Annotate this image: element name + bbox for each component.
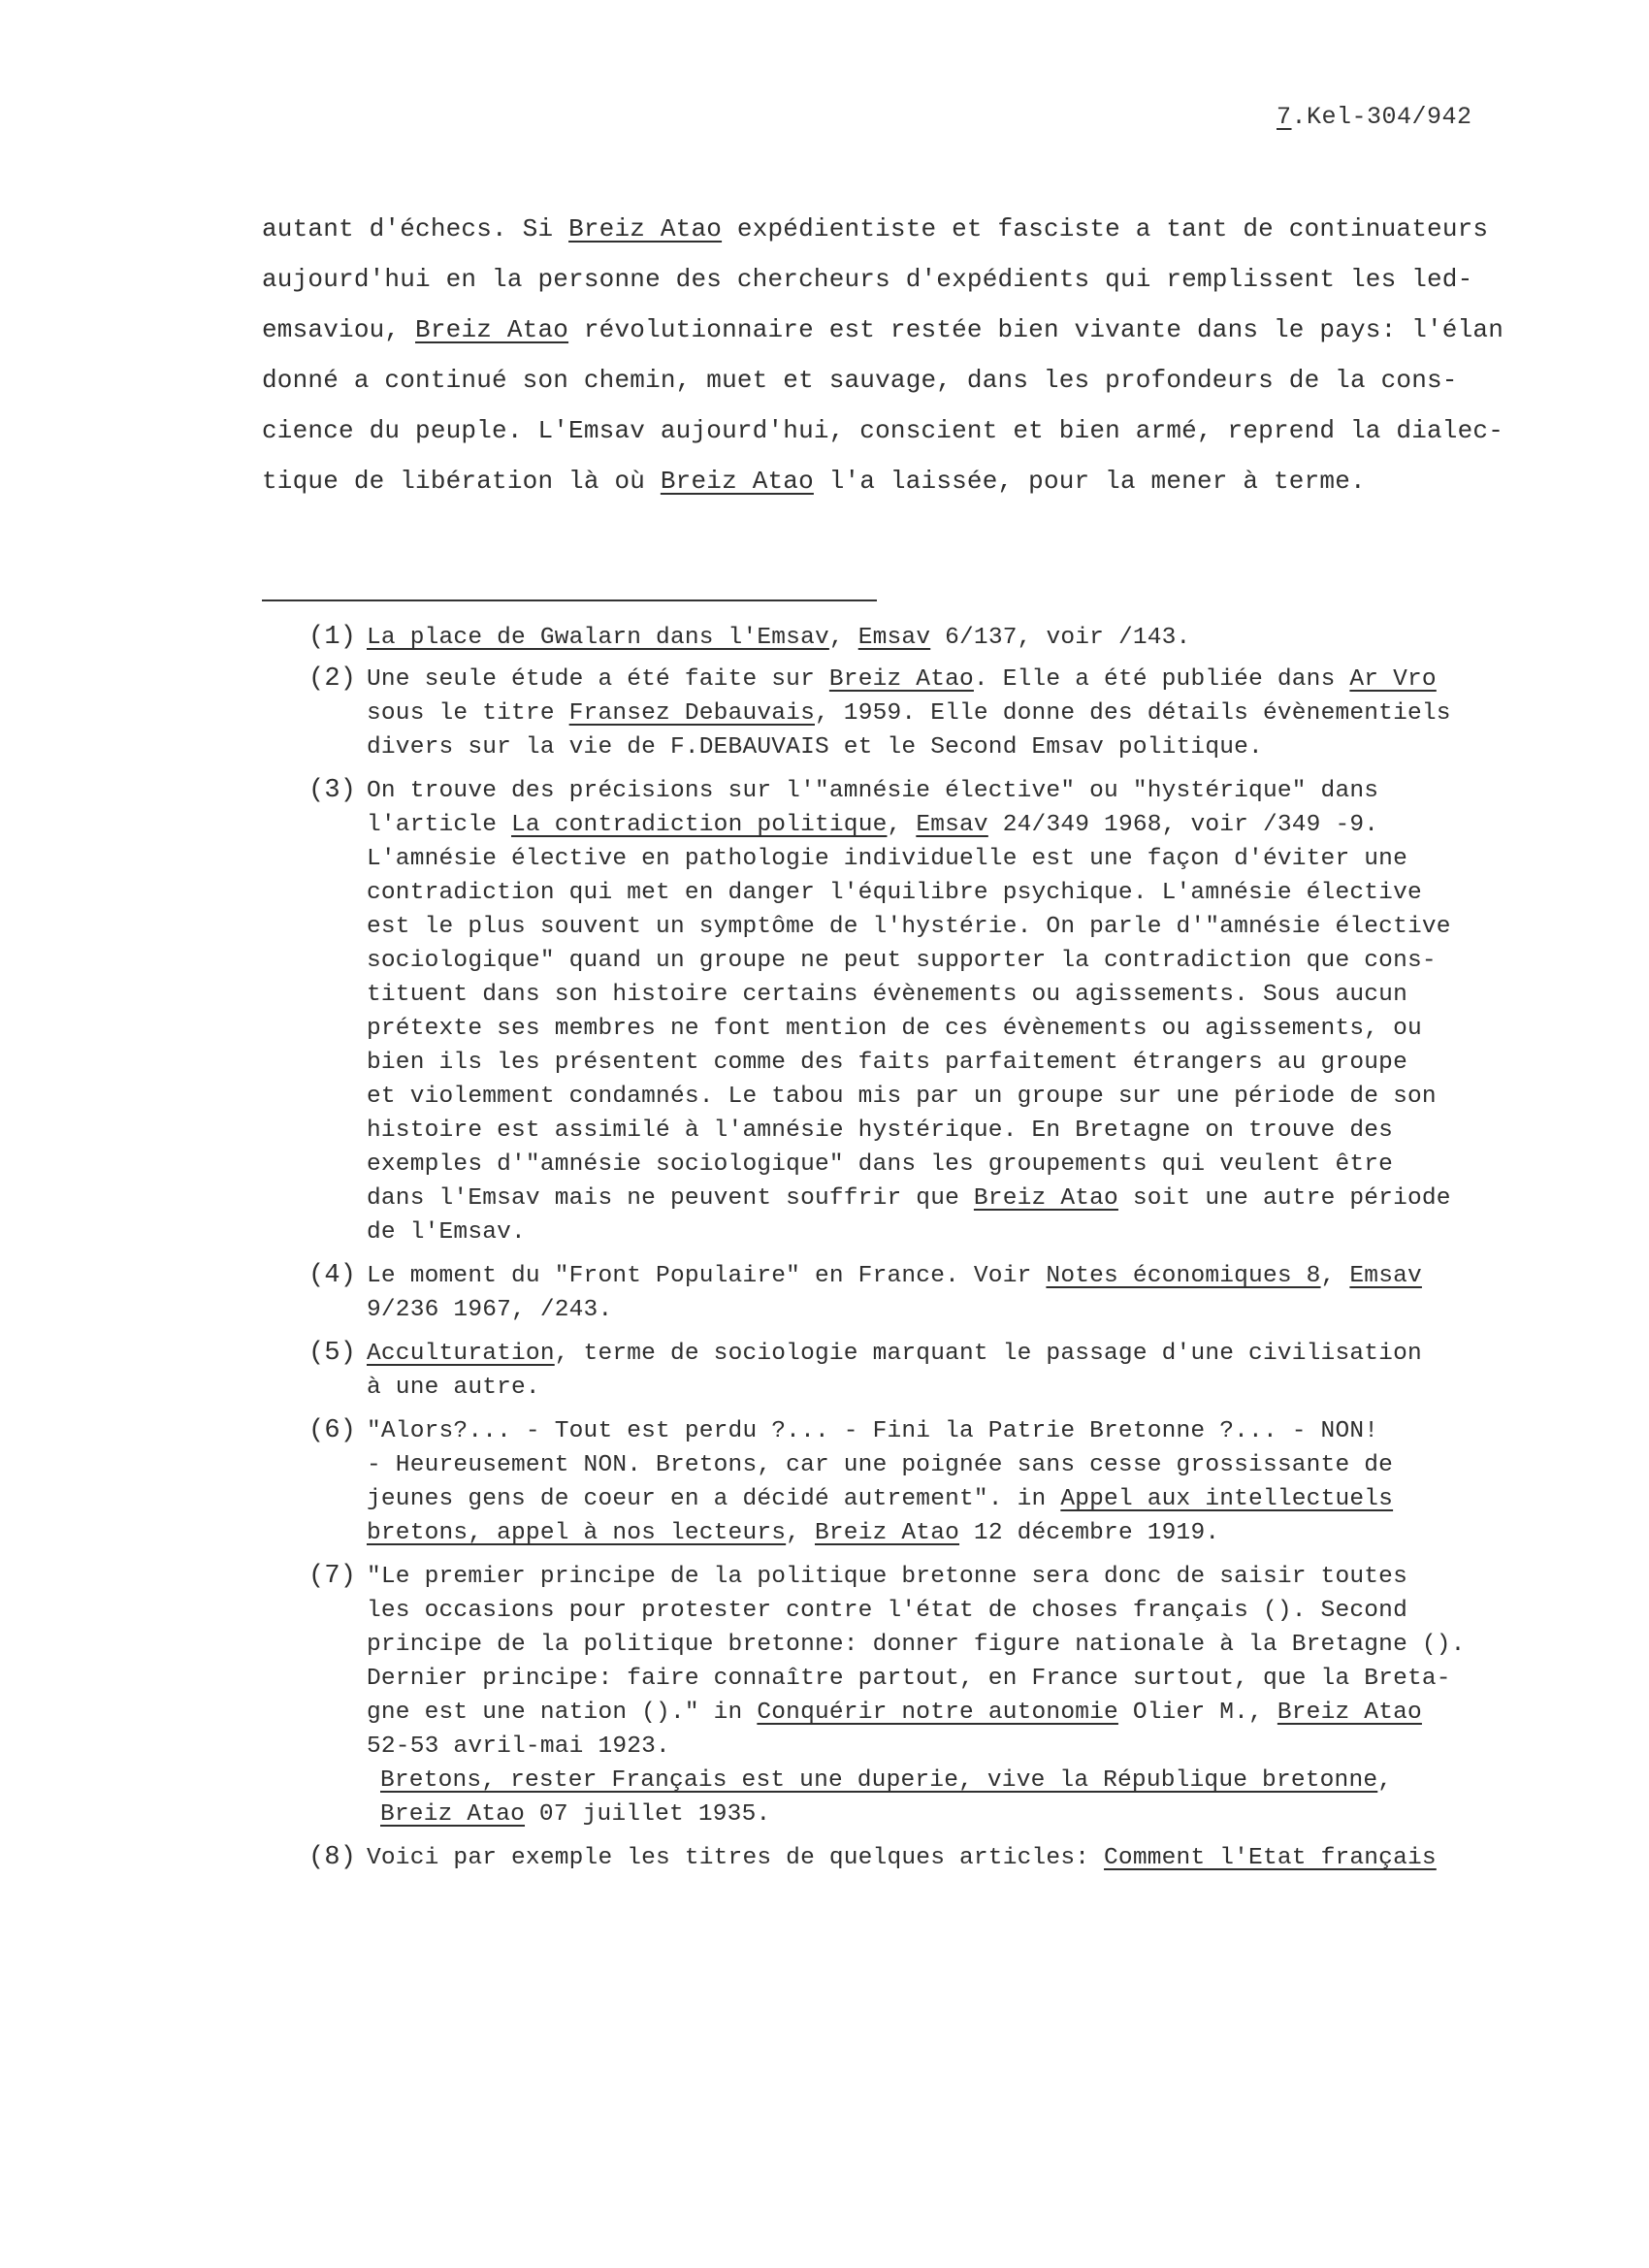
text-run: 9/236 1967, /243. <box>367 1297 613 1323</box>
footnote-line <box>367 1046 1521 1080</box>
footnote-number: (3) <box>308 776 357 805</box>
footnote-line <box>367 808 1521 842</box>
footnote-line <box>367 978 1521 1012</box>
footnote-number: (7) <box>308 1562 357 1591</box>
text-run: sociologique" quand un groupe ne peut supporter la contradiction que cons- <box>367 948 1437 974</box>
underlined-title: Breiz Atao <box>1277 1700 1422 1726</box>
reference-number: 7 <box>1277 103 1292 131</box>
text-run: bien ils les présentent comme des faits parfaitement étrangers au groupe <box>367 1050 1407 1076</box>
document-reference <box>1277 103 1472 131</box>
footnote-line <box>367 910 1521 944</box>
text-run: divers sur la vie de F.DEBAUVAIS et le Second Emsav politique. <box>367 734 1263 761</box>
footnote-line <box>367 842 1521 876</box>
text-run: "Alors?... - Tout est perdu ?... - Fini la Patrie Bretonne ?... - NON! <box>367 1418 1379 1444</box>
footnote-line <box>367 1215 1521 1249</box>
underlined-title: Breiz Atao <box>828 666 974 693</box>
text-run: 12 décembre 1919. <box>959 1520 1220 1546</box>
text-run: sous le titre <box>367 700 569 727</box>
footnote-line <box>367 1560 1521 1594</box>
underlined-title: Acculturation <box>367 1341 555 1367</box>
footnote-line <box>367 1798 1521 1831</box>
text-run: , terme de sociologie marquant le passage d'une civilisation <box>554 1341 1422 1367</box>
underlined-title: Emsav <box>1349 1263 1422 1289</box>
text-run: dans l'Emsav mais ne peuvent souffrir que <box>367 1185 974 1212</box>
text-run: les occasions pour protester contre l'état de choses français (). Second <box>367 1598 1407 1624</box>
text-run: à une autre. <box>367 1375 540 1401</box>
footnote-line <box>367 621 1521 655</box>
main-paragraph <box>262 204 1513 506</box>
footnote-line <box>367 944 1521 978</box>
footnote-line <box>367 1012 1521 1046</box>
underlined-title: Breiz Atao <box>415 315 569 344</box>
footnote-number: (5) <box>308 1339 357 1368</box>
footnote-3 <box>308 774 1521 1249</box>
footnote-line <box>367 1148 1521 1182</box>
footnote-text <box>367 1414 1521 1550</box>
text-run: , <box>1320 1263 1350 1289</box>
text-run: 24/349 1968, voir /349 -9. <box>987 812 1379 838</box>
underlined-title: La contradiction politique <box>511 812 888 838</box>
underlined-title: Bretons, rester Français est une duperie, vive la République bretonne <box>380 1767 1378 1794</box>
text-run: emsaviou, <box>262 315 416 344</box>
text-run: Une seule étude a été faite sur <box>367 666 829 693</box>
footnote-line <box>367 876 1521 910</box>
footnote-text <box>367 663 1521 764</box>
underlined-title: Breiz Atao <box>814 1520 960 1546</box>
paragraph-line <box>262 355 1513 405</box>
footnote-7 <box>308 1560 1521 1831</box>
text-run: révolutionnaire est restée bien vivante dans le pays: l'élan <box>568 315 1504 344</box>
underlined-title: Comment l'Etat français <box>1104 1845 1437 1871</box>
footnote-line <box>367 1448 1521 1482</box>
footnote-line <box>367 1662 1521 1696</box>
footnote-line <box>367 1114 1521 1148</box>
footnote-text <box>367 1259 1521 1327</box>
underlined-title: La place de Gwalarn dans l'Emsav <box>367 625 829 651</box>
underlined-title: Breiz Atao <box>973 1185 1118 1212</box>
underlined-title: Emsav <box>857 625 931 651</box>
paragraph-line <box>262 405 1513 456</box>
text-run: expédientiste et fasciste a tant de continuateurs <box>722 214 1489 243</box>
paragraph-line <box>262 204 1513 254</box>
footnote-line <box>367 1259 1521 1293</box>
text-run: donné a continué son chemin, muet et sauvage, dans les profondeurs de la cons- <box>262 366 1458 395</box>
text-run: de l'Emsav. <box>367 1219 526 1246</box>
text-run: 07 juillet 1935. <box>525 1801 771 1828</box>
footnote-line <box>367 1293 1521 1327</box>
text-run: histoire est assimilé à l'amnésie hystérique. En Bretagne on trouve des <box>367 1118 1394 1144</box>
underlined-title: Ar Vro <box>1349 666 1437 693</box>
text-run: , <box>887 812 917 838</box>
footnote-number: (8) <box>308 1843 357 1872</box>
underlined-title: Fransez Debauvais <box>568 700 815 727</box>
footnote-line <box>367 1337 1521 1371</box>
footnote-line <box>367 1482 1521 1516</box>
text-run: tituent dans son histoire certains évènements ou agissements. Sous aucun <box>367 982 1407 1008</box>
reference-code: .Kel-304/942 <box>1291 103 1472 131</box>
text-run: gne est une nation ()." in <box>367 1700 758 1726</box>
footnote-number: (2) <box>308 664 357 694</box>
text-run: 6/137, voir /143. <box>930 625 1191 651</box>
footnote-line <box>367 1594 1521 1628</box>
footnote-line <box>367 1764 1521 1798</box>
text-run: est le plus souvent un symptôme de l'hystérie. On parle d'"amnésie élective <box>367 914 1451 940</box>
footnote-4 <box>308 1259 1521 1327</box>
footnote-line <box>367 663 1521 697</box>
text-run: On trouve des précisions sur l'"amnésie élective" ou "hystérique" dans <box>367 778 1379 804</box>
text-run: , <box>1377 1767 1393 1794</box>
text-run: Olier M., <box>1117 1700 1277 1726</box>
footnote-line <box>367 1080 1521 1114</box>
footnote-number: (4) <box>308 1261 357 1290</box>
underlined-title: Emsav <box>916 812 988 838</box>
paragraph-line <box>262 456 1513 506</box>
footnote-line <box>367 774 1521 808</box>
footnote-1 <box>308 621 1521 655</box>
footnote-line <box>367 1516 1521 1550</box>
paragraph-line <box>262 305 1513 355</box>
text-run: principe de la politique bretonne: donner figure nationale à la Bretagne (). <box>367 1632 1466 1658</box>
text-run: contradiction qui met en danger l'équilibre psychique. L'amnésie élective <box>367 880 1422 906</box>
footnote-text <box>367 774 1521 1249</box>
text-run: "Le premier principe de la politique bretonne sera donc de saisir toutes <box>367 1564 1407 1590</box>
footnote-line <box>367 1696 1521 1730</box>
footnote-6 <box>308 1414 1521 1550</box>
text-run: . Elle a été publiée dans <box>973 666 1350 693</box>
footnotes <box>308 621 1521 1885</box>
underlined-title: Breiz Atao <box>380 1801 526 1828</box>
paragraph-line <box>262 254 1513 305</box>
text-run: l'article <box>367 812 512 838</box>
footnote-text <box>367 621 1521 655</box>
text-run: Le moment du "Front Populaire" en France. Voir <box>367 1263 1047 1289</box>
footnote-2 <box>308 663 1521 764</box>
text-run: aujourd'hui en la personne des chercheurs d'expédients qui remplissent les led- <box>262 265 1473 294</box>
text-run: autant d'échecs. Si <box>262 214 569 243</box>
text-run: exemples d'"amnésie sociologique" dans les groupements qui veulent être <box>367 1151 1394 1178</box>
underlined-title: Notes économiques 8 <box>1046 1263 1321 1289</box>
footnote-line <box>367 1414 1521 1448</box>
text-run: et violemment condamnés. Le tabou mis par un groupe sur une période de son <box>367 1084 1437 1110</box>
underlined-title: Appel aux intellectuels <box>1060 1486 1394 1512</box>
underlined-title: Breiz Atao <box>660 467 814 496</box>
footnote-number: (1) <box>308 623 357 652</box>
text-run: , <box>828 625 858 651</box>
text-run: , <box>786 1520 815 1546</box>
text-run: - Heureusement NON. Bretons, car une poignée sans cesse grossissante de <box>367 1452 1394 1478</box>
footnote-line <box>367 1841 1521 1875</box>
underlined-title: Breiz Atao <box>568 214 723 243</box>
text-run: L'amnésie élective en pathologie individuelle est une façon d'éviter une <box>367 846 1407 872</box>
footnote-text <box>367 1841 1521 1875</box>
text-run: l'a laissée, pour la mener à terme. <box>813 467 1366 496</box>
footnote-8 <box>308 1841 1521 1875</box>
footnote-line <box>367 1371 1521 1405</box>
footnote-line <box>367 730 1521 764</box>
footnote-line <box>367 1182 1521 1215</box>
text-run: soit une autre période <box>1117 1185 1451 1212</box>
text-run: , 1959. Elle donne des détails évènementiels <box>814 700 1451 727</box>
text-run: tique de libération là où <box>262 467 661 496</box>
text-run: jeunes gens de coeur en a décidé autrement". in <box>367 1486 1061 1512</box>
footnote-line <box>367 1628 1521 1662</box>
footnote-text <box>367 1337 1521 1405</box>
text-run: Dernier principe: faire connaître partout, en France surtout, que la Breta- <box>367 1666 1451 1692</box>
text-run: 52-53 avril-mai 1923. <box>367 1733 670 1760</box>
underlined-title: bretons, appel à nos lecteurs <box>367 1520 787 1546</box>
text-run: prétexte ses membres ne font mention de ces évènements ou agissements, ou <box>367 1016 1422 1042</box>
footnote-5 <box>308 1337 1521 1405</box>
text-run: Voici par exemple les titres de quelques articles: <box>367 1845 1105 1871</box>
footnote-text <box>367 1560 1521 1831</box>
text-run: cience du peuple. L'Emsav aujourd'hui, conscient et bien armé, reprend la dialec- <box>262 416 1504 445</box>
underlined-title: Conquérir notre autonomie <box>757 1700 1118 1726</box>
footnote-number: (6) <box>308 1416 357 1445</box>
footnote-line <box>367 697 1521 730</box>
footnote-separator <box>262 599 877 601</box>
footnote-line <box>367 1730 1521 1764</box>
